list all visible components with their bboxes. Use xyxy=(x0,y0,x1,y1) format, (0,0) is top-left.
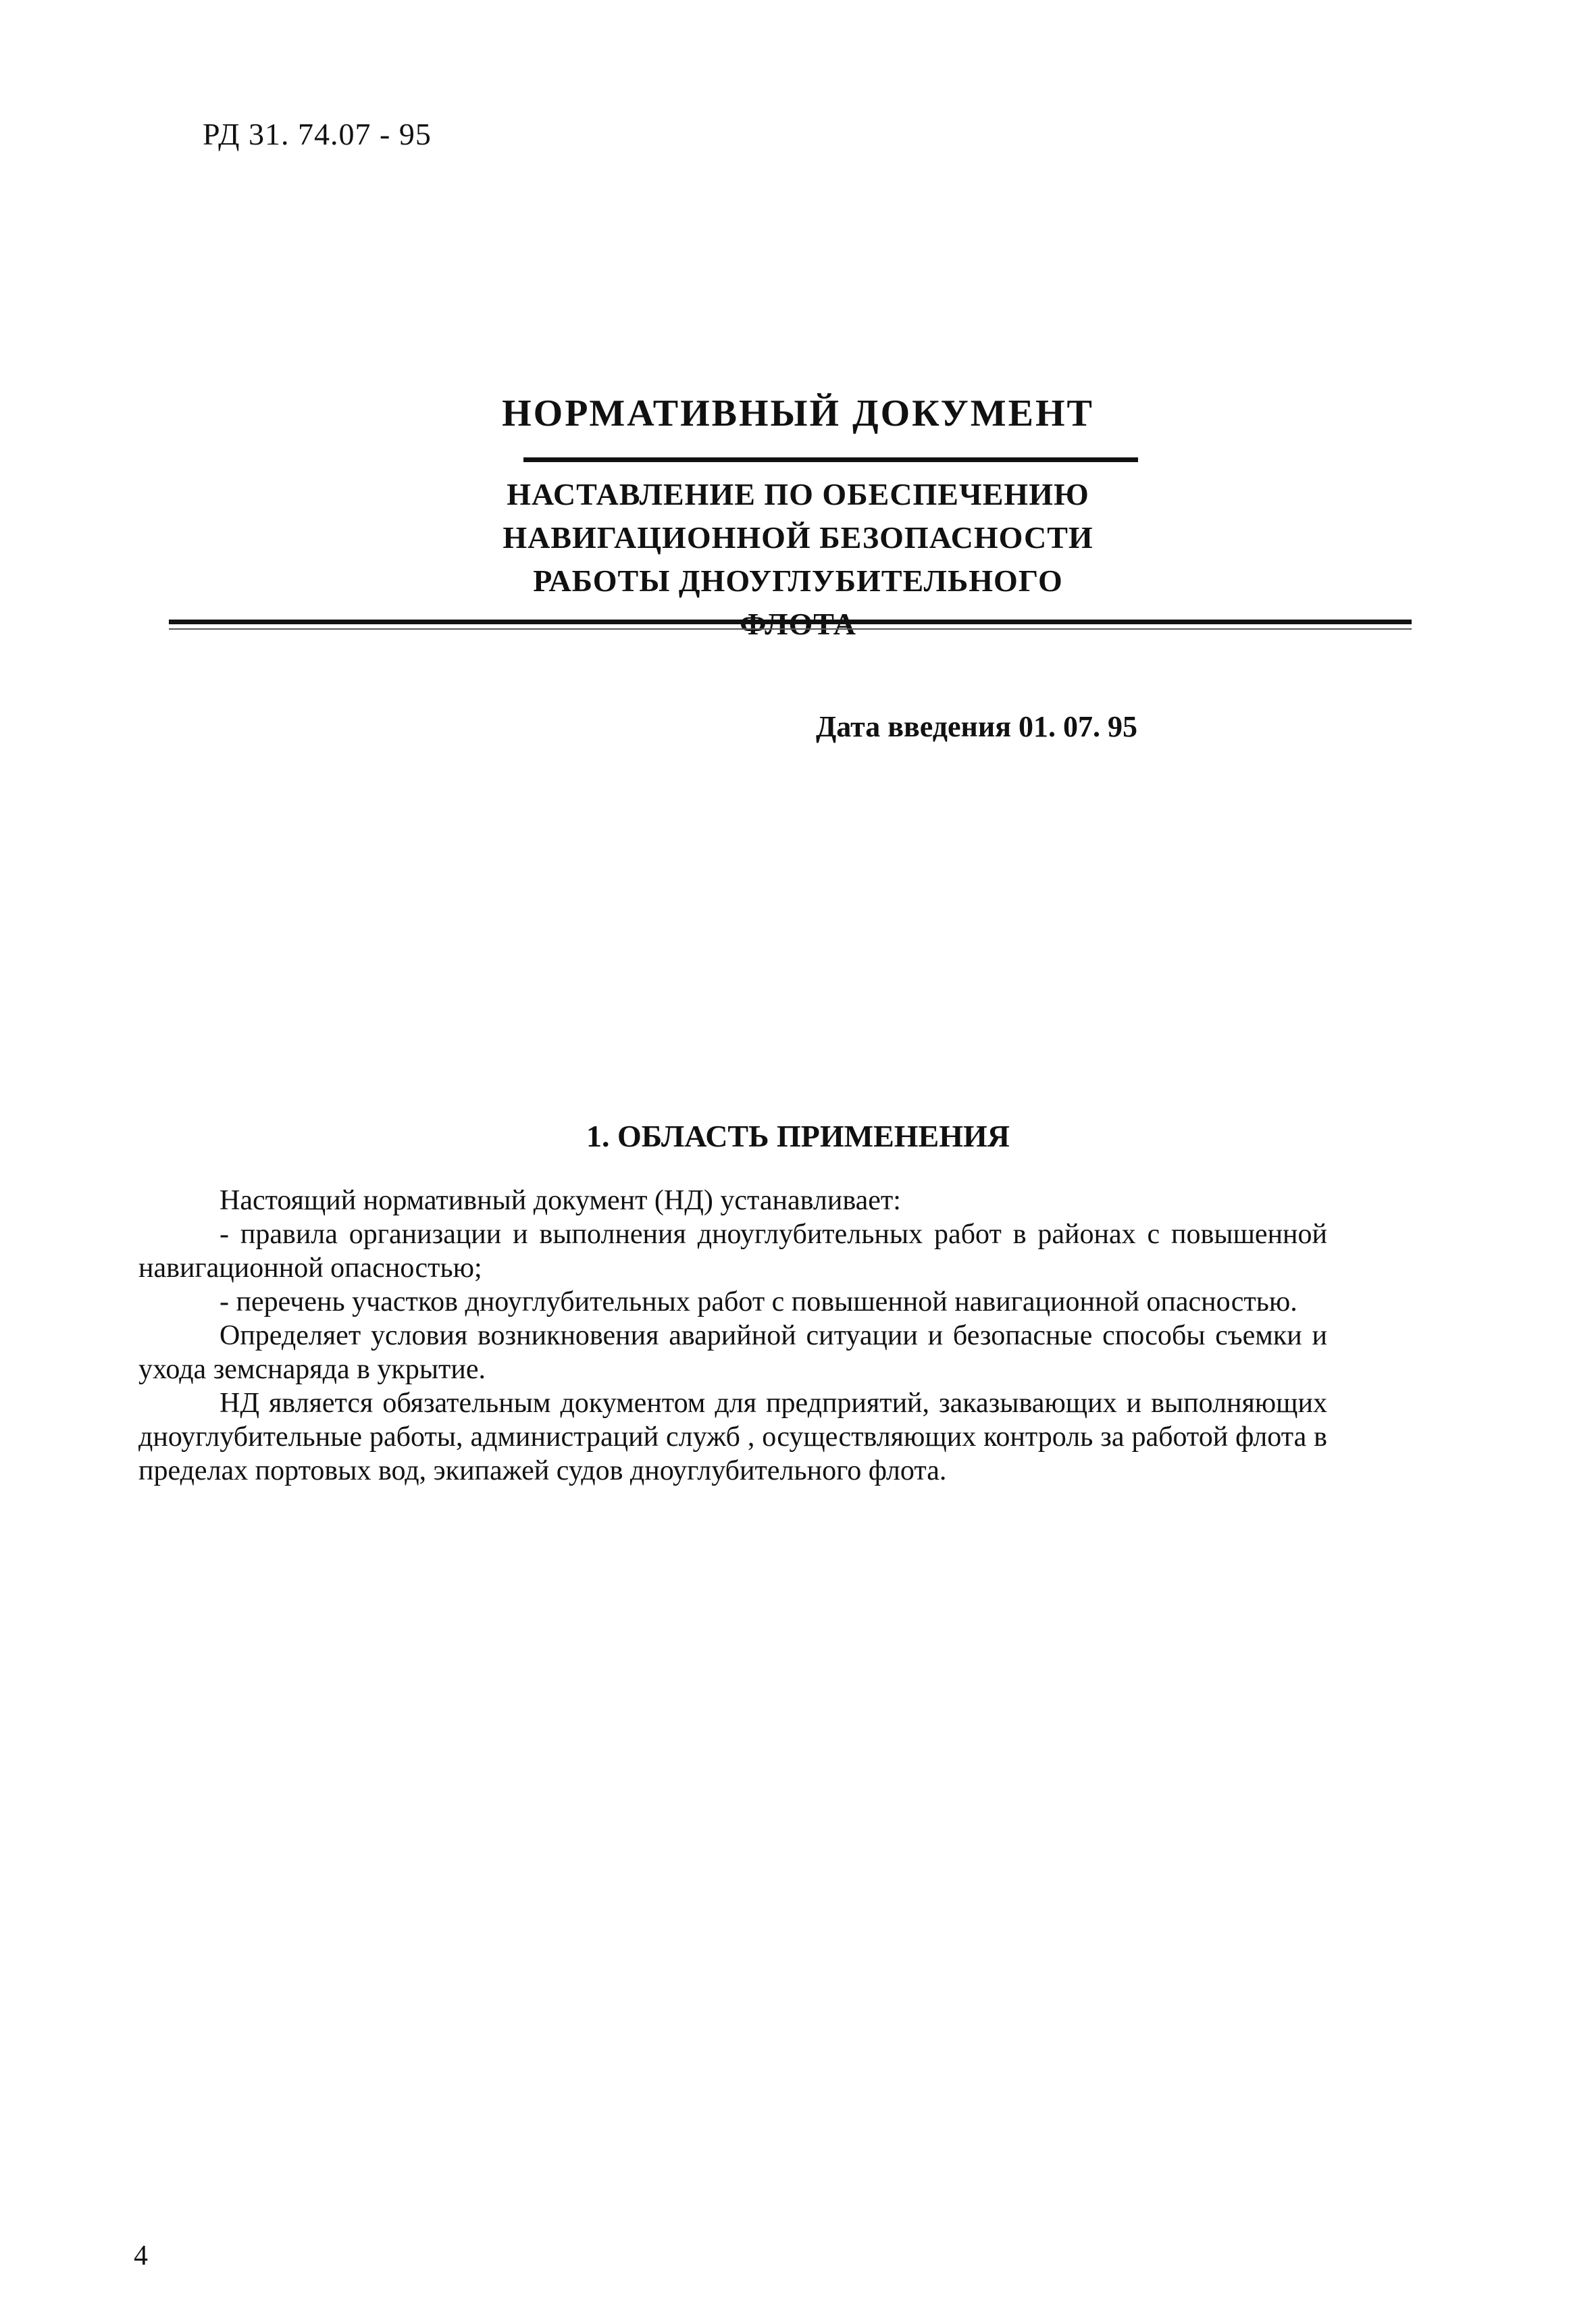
body-paragraph: Определяет условия возникновения аварийной ситуации и безопасные способы съемки и ухода земснаряда в укрытие. xyxy=(138,1320,1327,1385)
document-title-line: РАБОТЫ ДНОУГЛУБИТЕЛЬНОГО xyxy=(533,563,1063,598)
title-divider-long-thin xyxy=(169,628,1412,630)
section-body xyxy=(138,1184,1327,1488)
document-type-heading: НОРМАТИВНЫЙ ДОКУМЕНТ xyxy=(502,393,1094,434)
introduction-date: Дата введения 01. 07. 95 xyxy=(816,710,1138,743)
body-paragraph: - перечень участков дноуглубительных работ с повышенной навигационной опасностью. xyxy=(220,1286,1297,1317)
page-number: 4 xyxy=(134,2240,148,2271)
title-divider-short xyxy=(523,457,1138,462)
document-code: РД 31. 74.07 - 95 xyxy=(203,117,432,151)
body-paragraph: НД является обязательным документом для предприятий, заказывающих и выполняющих дноуглубительные работы, администраций служб , осуществляющих контроль за работой флота в пределах портовых вод, экипажей судов дноуглубительного флота. xyxy=(138,1388,1327,1486)
title-divider-long xyxy=(169,620,1412,624)
document-title-line: НАСТАВЛЕНИЕ ПО ОБЕСПЕЧЕНИЮ xyxy=(507,477,1089,511)
body-paragraph: - правила организации и выполнения дноуглубительных работ в районах с повышенной навигационной опасностью; xyxy=(138,1219,1327,1284)
section-heading: 1. ОБЛАСТЬ ПРИМЕНЕНИЯ xyxy=(586,1119,1010,1153)
document-title-line xyxy=(0,603,1596,646)
document-title-line: НАВИГАЦИОННОЙ БЕЗОПАСНОСТИ xyxy=(503,520,1093,555)
body-paragraph: Настоящий нормативный документ (НД) устанавливает: xyxy=(220,1185,901,1216)
